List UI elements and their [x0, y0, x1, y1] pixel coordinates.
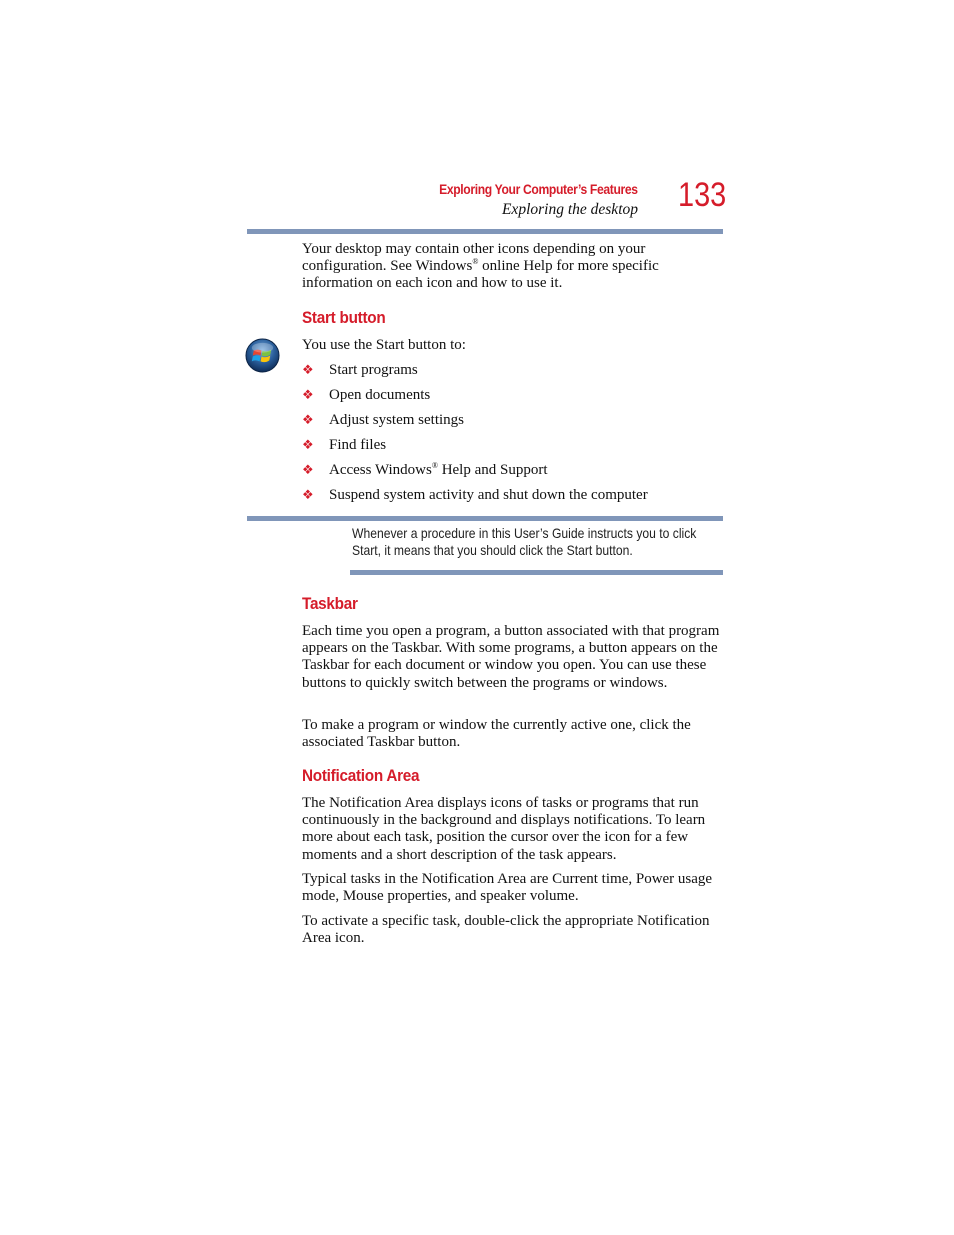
note-bottom-rule — [350, 570, 723, 575]
note-top-rule — [247, 516, 723, 521]
note-text: Whenever a procedure in this User’s Guide instructs you to click Start, it means that you should click the Start button. — [352, 526, 697, 558]
notification-area-heading: Notification Area — [302, 766, 420, 785]
taskbar-heading: Taskbar — [302, 594, 358, 613]
bullet-icon: ❖ — [302, 487, 314, 502]
taskbar-paragraph-1: Each time you open a program, a button associated with that program appears on the Taskbar. With some programs, a button appears on the Taskbar for each document or window you open. You can use these buttons to quickly switch between the programs or windows. — [302, 623, 720, 691]
taskbar-paragraph-2: To make a program or window the currently active one, click the associated Taskbar button. — [302, 717, 691, 751]
start-button-heading: Start button — [302, 308, 386, 327]
notification-paragraph-2: Typical tasks in the Notification Area are Current time, Power usage mode, Mouse properties, and speaker volume. — [302, 871, 713, 905]
page-number: 133 — [678, 176, 727, 214]
bullet-icon: ❖ — [302, 462, 314, 477]
header-rule — [247, 229, 723, 234]
list-item: ❖ Open documents — [302, 387, 431, 403]
list-item: ❖ Start programs — [302, 362, 418, 378]
notification-paragraph-3: To activate a specific task, double-click the appropriate Notification Area icon. — [302, 913, 710, 947]
intro-paragraph: Your desktop may contain other icons depending on your configuration. See Windows® online Help for more specific information on each icon and how to use it. — [302, 241, 659, 292]
list-item: ❖ Adjust system settings — [302, 412, 465, 428]
chapter-title: Exploring Your Computer’s Features — [439, 182, 638, 197]
bullet-icon: ❖ — [302, 387, 314, 402]
notification-paragraph-1: The Notification Area displays icons of tasks or programs that run continuously in the background and displays notifications. To learn more about each task, position the cursor over the icon for a few moments and a short description of the task appears. — [302, 795, 706, 863]
section-title: Exploring the desktop — [501, 201, 638, 218]
bullet-icon: ❖ — [302, 437, 314, 452]
list-item: ❖ Suspend system activity and shut down the computer — [302, 487, 648, 503]
windows-start-orb-icon — [245, 338, 280, 373]
list-item: ❖ Find files — [302, 437, 387, 453]
bullet-icon: ❖ — [302, 412, 314, 427]
start-button-list — [302, 360, 648, 510]
start-button-intro: You use the Start button to: — [302, 337, 466, 353]
bullet-icon: ❖ — [302, 362, 314, 377]
list-item: ❖ Access Windows® Help and Support — [302, 461, 548, 478]
